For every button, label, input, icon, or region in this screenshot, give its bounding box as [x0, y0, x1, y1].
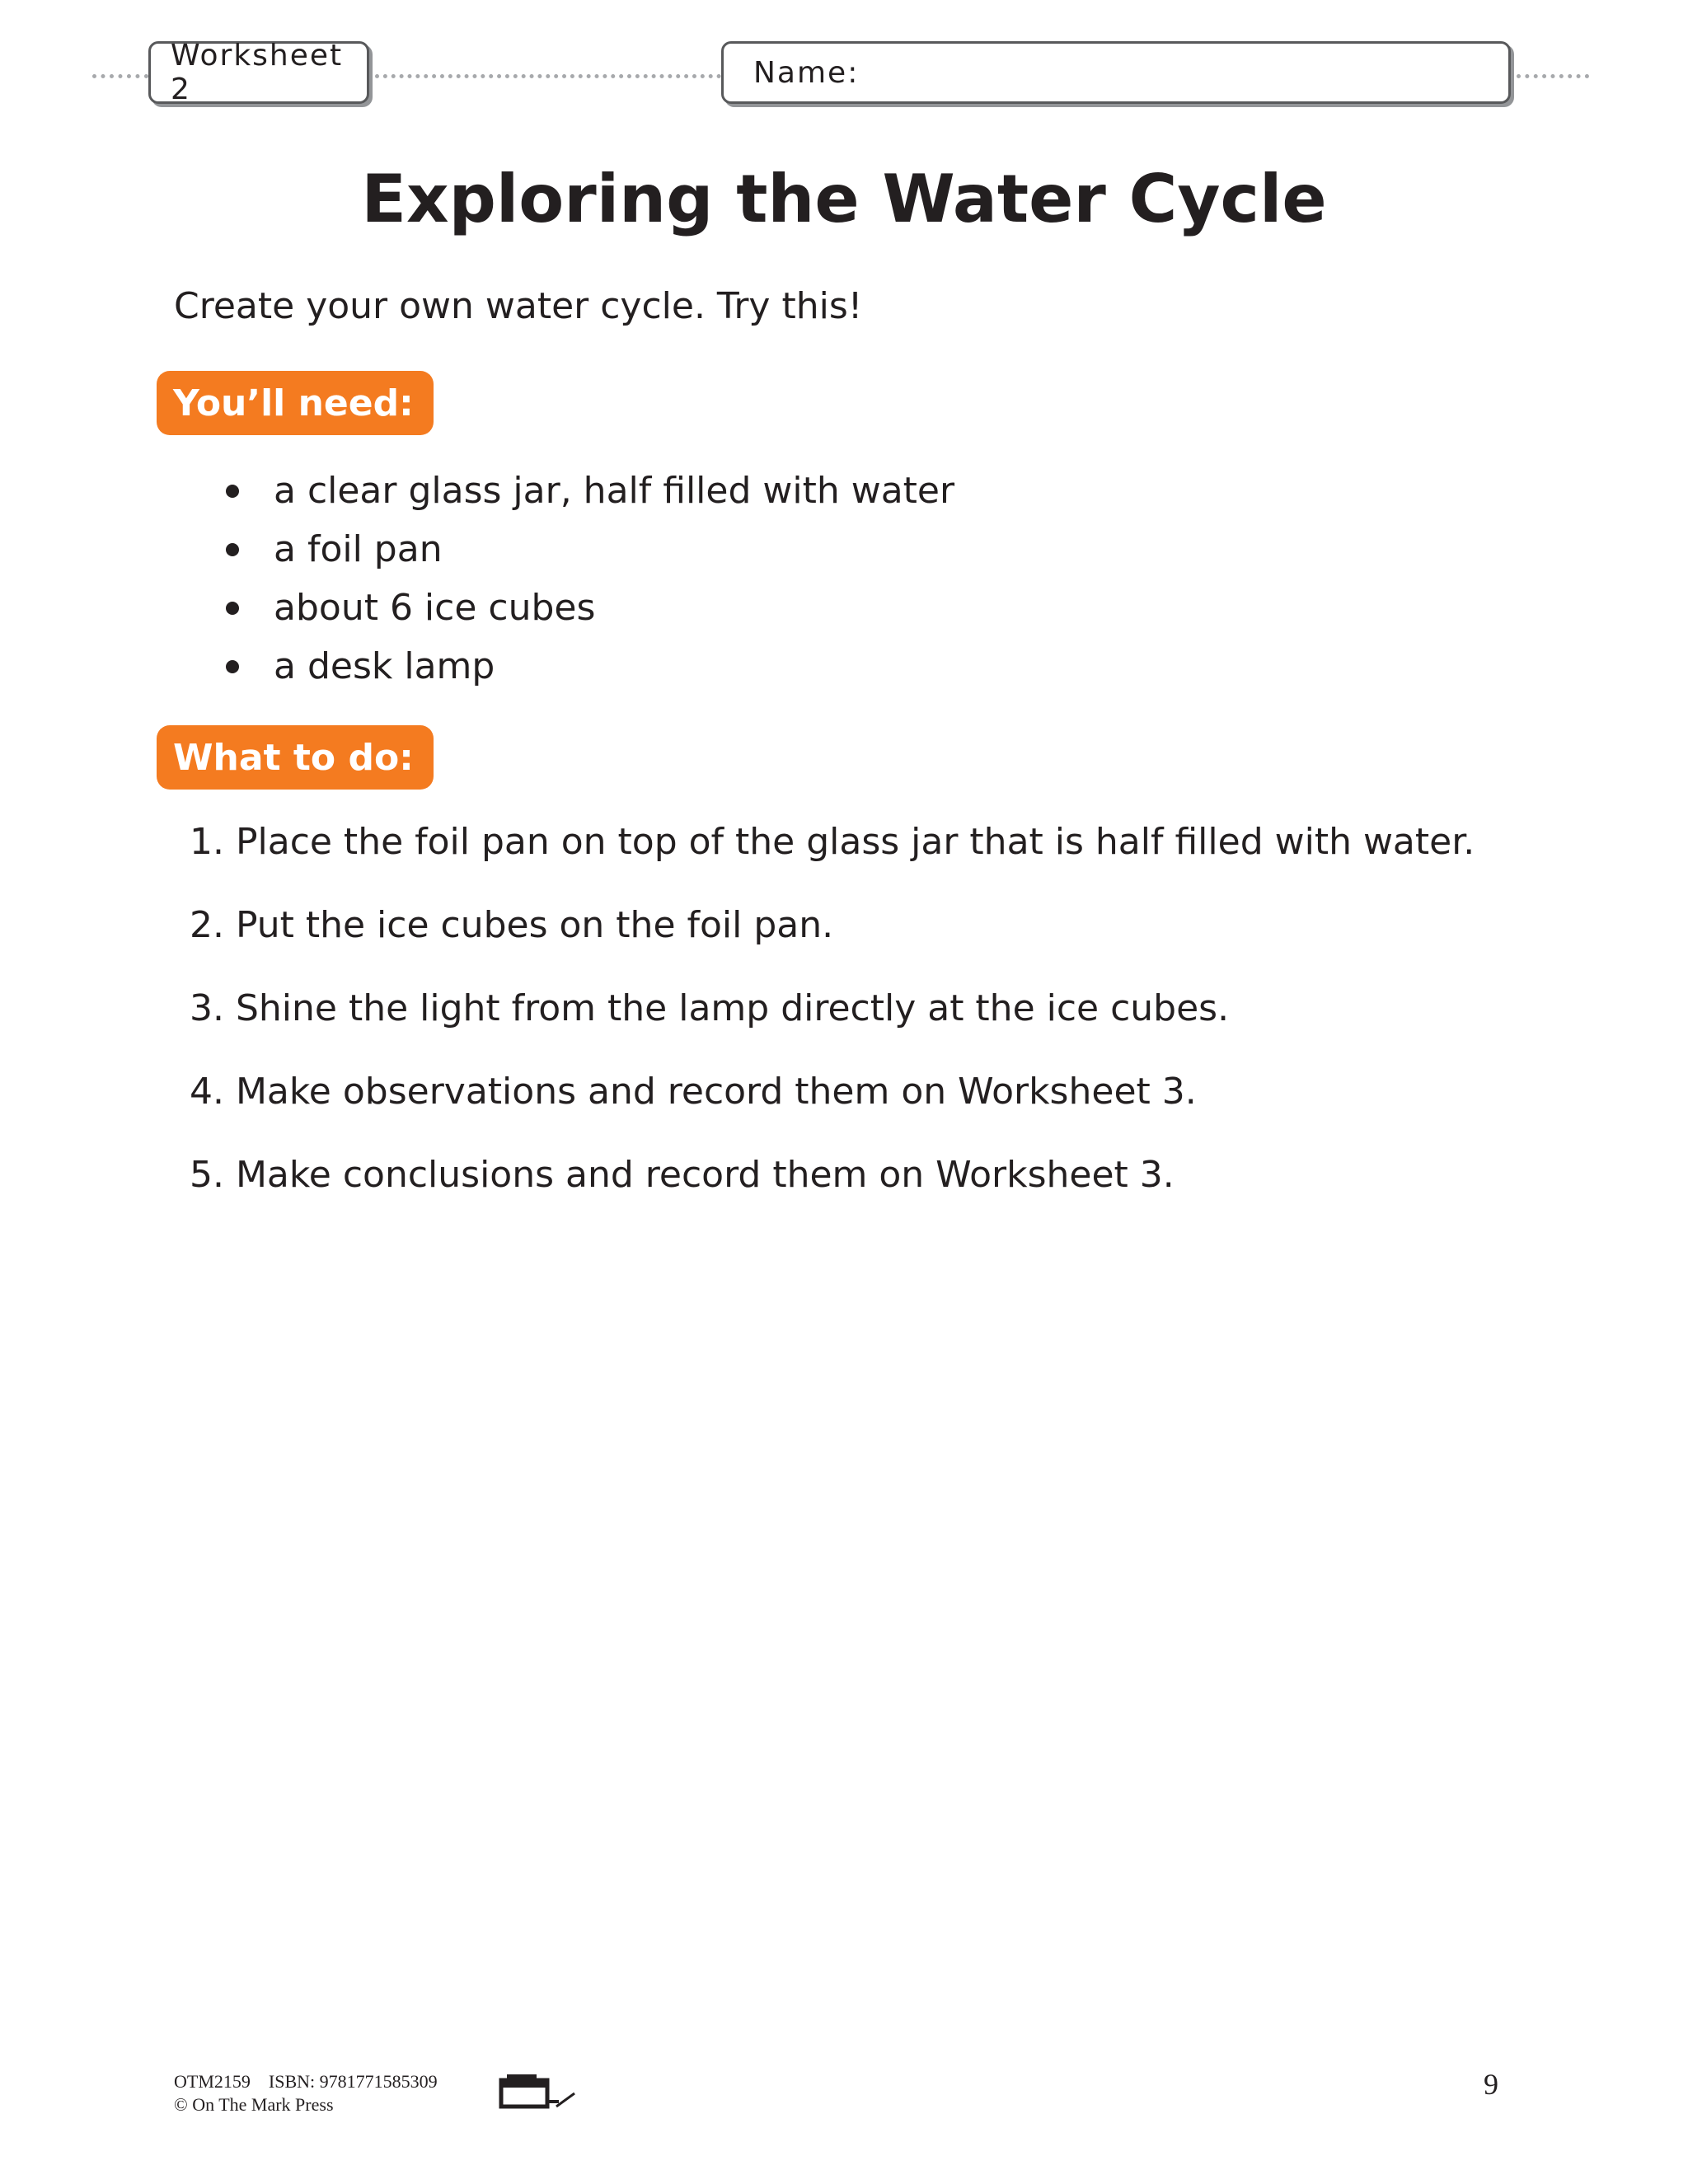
material-text: a desk lamp	[274, 645, 495, 687]
isbn: ISBN: 9781771585309	[268, 2071, 438, 2092]
list-item: 4. Make observations and record them on Worksheet 3.	[190, 1071, 1197, 1113]
list-item: 3. Shine the light from the lamp directly at the ice cubes.	[190, 987, 1230, 1029]
list-item: 1. Place the foil pan on top of the glass jar that is half filled with water.	[190, 821, 1475, 863]
list-item	[223, 579, 954, 637]
procedure-heading	[157, 725, 434, 790]
publisher-logo-icon	[499, 2070, 577, 2111]
material-text: a clear glass jar, half filled with water	[274, 470, 955, 512]
material-text: a foil pan	[274, 528, 443, 570]
material-text: about 6 ice cubes	[274, 587, 596, 629]
copyright: © On The Mark Press	[174, 2094, 334, 2115]
materials-list	[223, 462, 954, 696]
page-title: Exploring the Water Cycle	[361, 161, 1327, 237]
footer-publication-info	[174, 2070, 438, 2116]
header-dotted-rule-left	[92, 74, 148, 78]
header-dotted-rule-middle	[375, 74, 721, 78]
list-item: 5. Make conclusions and record them on Worksheet 3.	[190, 1154, 1175, 1196]
page-number: 9	[1484, 2068, 1498, 2101]
list-item	[223, 637, 954, 696]
bullet-icon	[226, 660, 239, 673]
intro-text: Create your own water cycle. Try this!	[174, 285, 863, 327]
header-dotted-rule-right	[1517, 74, 1589, 78]
bullet-icon	[226, 485, 239, 498]
worksheet-label: Worksheet 2	[171, 39, 344, 106]
list-item	[223, 520, 954, 579]
list-item	[223, 462, 954, 520]
procedure-steps	[190, 811, 1475, 1227]
product-code: OTM2159	[174, 2071, 251, 2092]
name-label: Name:	[753, 55, 860, 90]
bullet-icon	[226, 602, 239, 615]
worksheet-label-box	[148, 41, 369, 104]
list-item: 2. Put the ice cubes on the foil pan.	[190, 904, 834, 946]
materials-heading-label: You’ll need:	[173, 382, 414, 424]
bullet-icon	[226, 543, 239, 556]
name-field[interactable]	[721, 41, 1511, 104]
procedure-heading-label: What to do:	[173, 736, 414, 779]
footer-line-1	[174, 2070, 438, 2093]
materials-heading	[157, 371, 434, 435]
